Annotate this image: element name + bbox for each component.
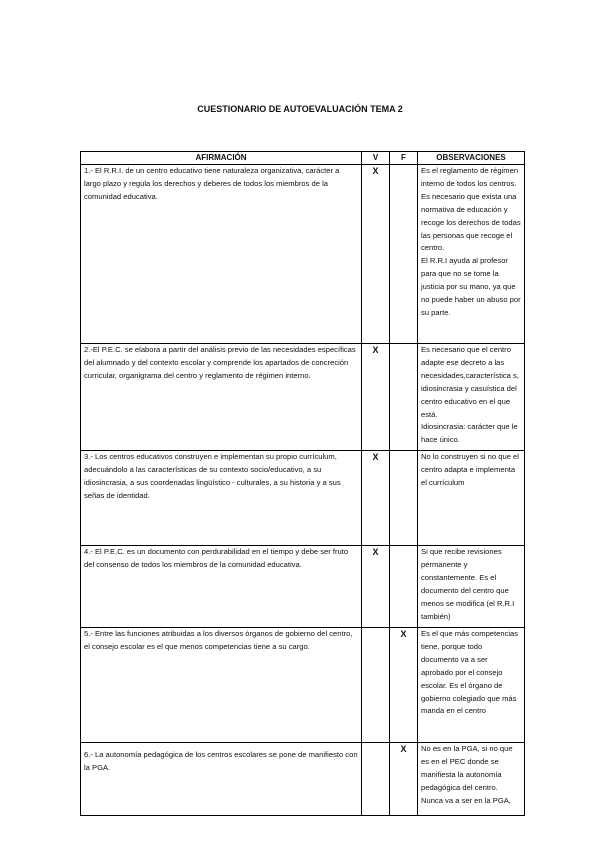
table-row <box>81 344 525 451</box>
affirmation-cell: 2.-El P.E.C. se elabora a partir del análisis previo de las necesidades específicas del alumnado y del contexto escolar y comprende los apartados de concreción curricular, organigrama del centro y reglamento de régimen interno. <box>81 344 362 451</box>
false-mark <box>390 344 418 451</box>
false-mark: X <box>390 628 418 743</box>
false-mark <box>390 165 418 344</box>
header-affirmation: AFIRMACIÓN <box>81 152 362 165</box>
table-header-row <box>81 152 525 165</box>
true-mark: X <box>362 344 390 451</box>
header-observations: OBSERVACIONES <box>418 152 525 165</box>
page-title: CUESTIONARIO DE AUTOEVALUACIÓN TEMA 2 <box>197 104 403 114</box>
observation-cell: Es el que más competencias tiene, porque todo documento va a ser aprobado por el consejo escolar. Es el órgano de gobierno colegiado que más manda en el centro <box>418 628 525 743</box>
questionnaire-table <box>80 151 525 816</box>
affirmation-cell: 4.- El P.E.C. es un documento con perdurabilidad en el tiempo y debe ser fruto del consenso de todos los miembros de la comunidad educativa. <box>81 546 362 628</box>
table-row <box>81 628 525 743</box>
true-mark: X <box>362 451 390 546</box>
affirmation-cell <box>81 743 362 816</box>
true-mark <box>362 743 390 816</box>
false-mark <box>390 546 418 628</box>
header-false: F <box>390 152 418 165</box>
observation-cell: No lo construyen si no que el centro adapta e implementa el currículum <box>418 451 525 546</box>
observation-cell: Es el reglamento de régimen interno de todos los centros. Es necesario que exista una normativa de educación y recoge los derechos de todas las personas que recoge el centro. El R.R.I ayuda al profesor para que no se tome la justicia por su mano, ya que no puede haber un abuso por su parte. <box>418 165 525 344</box>
observation-cell: Es necesario que el centro adapte ese decreto a las necesidades,característica s, idiosincrasia y casuística del centro educativo en el que está. Idiosincrasia: carácter que le hace único. <box>418 344 525 451</box>
observation-cell: No es en la PGA, si no que es en el PEC donde se manifiesta la autonomía pedagógica del centro. Nunca va a ser en la PGA, <box>418 743 525 816</box>
true-mark <box>362 628 390 743</box>
affirmation-cell: 1.- El R.R.I. de un centro educativo tiene naturaleza organizativa, carácter a largo plazo y regula los derechos y deberes de todos los miembros de la comunidad educativa. <box>81 165 362 344</box>
affirmation-text: 6.- La autonomía pedagógica de los centros escolares se pone de manifiesto con la PGA. <box>84 750 358 772</box>
false-mark <box>390 451 418 546</box>
table-row <box>81 165 525 344</box>
header-true: V <box>362 152 390 165</box>
observation-cell: Si que recibe revisiones permanente y constantemente. Es el documento del centro que menos se modifica (el R.R.I también) <box>418 546 525 628</box>
table-row <box>81 546 525 628</box>
true-mark: X <box>362 546 390 628</box>
table-row <box>81 743 525 816</box>
true-mark: X <box>362 165 390 344</box>
table-row <box>81 451 525 546</box>
affirmation-cell: 5.- Entre las funciones atribuidas a los diversos órganos de gobierno del centro, el consejo escolar es el que menos competencias tiene a su cargo. <box>81 628 362 743</box>
false-mark: X <box>390 743 418 816</box>
affirmation-cell: 3.- Los centros educativos construyen e implementan su propio currículum, adecuándolo a las características de su contexto socio/educativo, a su idiosincrasia, a sus coordenadas lingüístico - culturales, a su historia y a sus señas de identidad. <box>81 451 362 546</box>
